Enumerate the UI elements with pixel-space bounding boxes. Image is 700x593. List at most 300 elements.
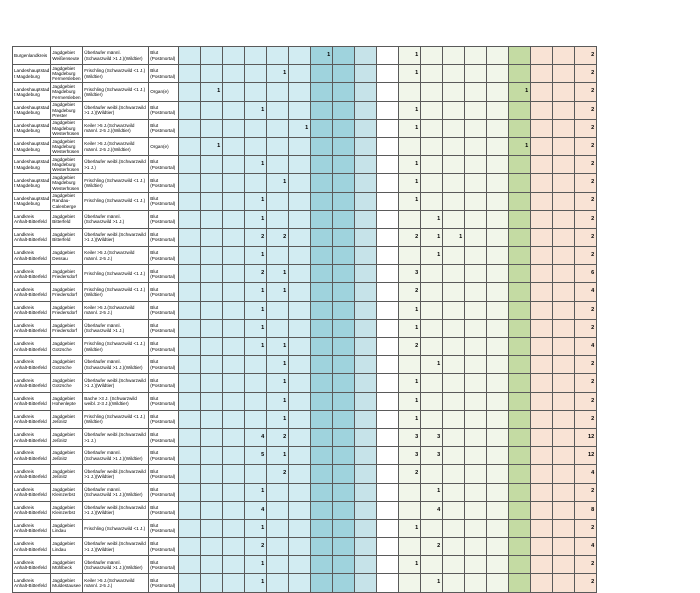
count-cell [333, 137, 355, 155]
count-cell [201, 101, 223, 119]
count-cell [465, 319, 487, 337]
count-cell [333, 119, 355, 137]
count-cell [377, 538, 399, 556]
count-cell: 3 [399, 428, 421, 446]
count-cell: 1 [443, 228, 465, 246]
count-cell [531, 119, 553, 137]
animal-category-cell: Frischling (Schwarzwild <1 J.)(Wildtier) [83, 283, 149, 301]
count-cell [531, 47, 553, 65]
count-cell [333, 47, 355, 65]
count-cell [201, 556, 223, 574]
count-cell [531, 156, 553, 174]
table-row [13, 156, 597, 174]
district-cell: Landkreis Anhalt-Bitterfeld [13, 283, 51, 301]
count-cell [487, 447, 509, 465]
count-cell [223, 65, 245, 83]
count-cell [443, 83, 465, 101]
total-cell: 2 [575, 483, 597, 501]
count-cell [377, 301, 399, 319]
sample-type-cell: Blut (Postmortal) [149, 301, 179, 319]
count-cell [311, 301, 333, 319]
count-cell [487, 101, 509, 119]
hunting-area-cell: Jagdgebiet Magdeburg Westerhüsen [51, 119, 83, 137]
table-row [13, 65, 597, 83]
sample-type-cell: Organ(e) [149, 137, 179, 155]
count-cell: 1 [267, 265, 289, 283]
count-cell [465, 174, 487, 192]
count-cell [399, 483, 421, 501]
count-cell [509, 265, 531, 283]
count-cell [179, 574, 201, 592]
count-cell [421, 83, 443, 101]
table-row [13, 465, 597, 483]
hunting-area-cell: Jagdgebiet Magdeburg Westerhüsen [51, 174, 83, 192]
count-cell [553, 519, 575, 537]
count-cell [333, 447, 355, 465]
count-cell [333, 210, 355, 228]
count-cell [443, 301, 465, 319]
table-row [13, 228, 597, 246]
count-cell [465, 83, 487, 101]
sample-type-cell: Blut (Postmortal) [149, 501, 179, 519]
sample-type-cell: Blut (Postmortal) [149, 156, 179, 174]
hunting-area-cell: Jagdgebiet Jeßnitz [51, 428, 83, 446]
table-row [13, 319, 597, 337]
count-cell [333, 319, 355, 337]
animal-category-cell: Überläufer männl.(Schwarzwild >1 J.) [83, 210, 149, 228]
count-cell [531, 137, 553, 155]
count-cell [421, 265, 443, 283]
count-cell [443, 428, 465, 446]
count-cell [311, 65, 333, 83]
hunting-area-cell: Jagdgebiet Magdeburg Westerhüsen [51, 137, 83, 155]
table-row [13, 410, 597, 428]
count-cell [223, 228, 245, 246]
hunting-area-cell: Jagdgebiet Dessau [51, 247, 83, 265]
count-cell [465, 519, 487, 537]
count-cell [333, 356, 355, 374]
count-cell [179, 228, 201, 246]
count-cell: 2 [267, 428, 289, 446]
count-cell [267, 119, 289, 137]
count-cell [531, 574, 553, 592]
sample-type-cell: Blut (Postmortal) [149, 465, 179, 483]
district-cell: Landkreis Anhalt-Bitterfeld [13, 301, 51, 319]
count-cell [245, 119, 267, 137]
count-cell [509, 301, 531, 319]
count-cell [465, 301, 487, 319]
total-cell: 2 [575, 392, 597, 410]
table-row [13, 283, 597, 301]
count-cell: 4 [245, 501, 267, 519]
table-row [13, 101, 597, 119]
count-cell [201, 538, 223, 556]
count-cell: 1 [245, 483, 267, 501]
count-cell [487, 210, 509, 228]
table-row [13, 137, 597, 155]
count-cell [223, 501, 245, 519]
count-cell [179, 392, 201, 410]
count-cell [465, 356, 487, 374]
count-cell [223, 392, 245, 410]
count-cell [311, 556, 333, 574]
count-cell [311, 265, 333, 283]
count-cell [223, 574, 245, 592]
count-cell [201, 465, 223, 483]
district-cell: Landkreis Anhalt-Bitterfeld [13, 428, 51, 446]
count-cell [465, 538, 487, 556]
table-row [13, 119, 597, 137]
count-cell [509, 410, 531, 428]
count-cell [223, 47, 245, 65]
count-cell [509, 156, 531, 174]
count-cell [509, 428, 531, 446]
total-cell: 12 [575, 428, 597, 446]
count-cell [267, 247, 289, 265]
count-cell [509, 101, 531, 119]
count-cell [333, 538, 355, 556]
count-cell [509, 483, 531, 501]
count-cell [289, 483, 311, 501]
count-cell [509, 538, 531, 556]
animal-category-cell: Frischling (Schwarzwild <1 J.)(Wildtier) [83, 338, 149, 356]
district-cell: Landkreis Anhalt-Bitterfeld [13, 338, 51, 356]
count-cell [421, 392, 443, 410]
count-cell [289, 174, 311, 192]
count-cell [355, 356, 377, 374]
count-cell [333, 247, 355, 265]
count-cell [487, 174, 509, 192]
count-cell [179, 447, 201, 465]
count-cell [201, 319, 223, 337]
animal-category-cell: Frischling (Schwarzwild <1 J.)(Wildtier) [83, 174, 149, 192]
count-cell: 2 [245, 538, 267, 556]
count-cell: 1 [289, 119, 311, 137]
count-cell [487, 392, 509, 410]
count-cell [311, 338, 333, 356]
total-cell: 6 [575, 265, 597, 283]
count-cell [465, 556, 487, 574]
count-cell [421, 301, 443, 319]
count-cell [421, 47, 443, 65]
district-cell: Landeshauptstad t Magdeburg [13, 83, 51, 101]
count-cell [289, 283, 311, 301]
count-cell [531, 192, 553, 210]
count-cell [531, 465, 553, 483]
count-cell [399, 574, 421, 592]
hunting-area-cell: Jagdgebiet Kleinzerbst [51, 501, 83, 519]
count-cell [443, 283, 465, 301]
table-row [13, 447, 597, 465]
count-cell [267, 538, 289, 556]
count-cell [531, 319, 553, 337]
count-cell [531, 519, 553, 537]
count-cell: 1 [421, 210, 443, 228]
count-cell [465, 101, 487, 119]
count-cell [201, 519, 223, 537]
table-row [13, 247, 597, 265]
count-cell [333, 174, 355, 192]
count-cell [531, 265, 553, 283]
animal-category-cell: Überläufer weibl.(Schwarzwild >1 J.)(Wildtier) [83, 501, 149, 519]
count-cell [553, 137, 575, 155]
count-cell [179, 338, 201, 356]
district-cell: Landkreis Anhalt-Bitterfeld [13, 483, 51, 501]
count-cell [377, 247, 399, 265]
count-cell [443, 137, 465, 155]
count-cell [399, 210, 421, 228]
total-cell: 2 [575, 301, 597, 319]
animal-category-cell: Keiler >5 J.(Schwarzwild männl. 2-5 J.)(Wildtier) [83, 119, 149, 137]
count-cell [509, 447, 531, 465]
count-cell [465, 447, 487, 465]
count-cell [443, 119, 465, 137]
count-cell [421, 137, 443, 155]
count-cell [179, 519, 201, 537]
table-row [13, 392, 597, 410]
total-cell: 12 [575, 447, 597, 465]
count-cell [531, 101, 553, 119]
district-cell: Landkreis Anhalt-Bitterfeld [13, 247, 51, 265]
count-cell [333, 556, 355, 574]
count-cell [553, 192, 575, 210]
count-cell [245, 47, 267, 65]
count-cell [487, 156, 509, 174]
animal-category-cell: Überläufer weibl.(Schwarzwild >1 J.)(Wildtier) [83, 101, 149, 119]
count-cell [377, 465, 399, 483]
count-cell [443, 192, 465, 210]
sample-type-cell: Blut (Postmortal) [149, 556, 179, 574]
count-cell [487, 374, 509, 392]
count-cell [553, 101, 575, 119]
count-cell [245, 83, 267, 101]
count-cell [487, 65, 509, 83]
count-cell: 1 [399, 119, 421, 137]
total-cell: 2 [575, 174, 597, 192]
count-cell: 2 [267, 228, 289, 246]
count-cell [465, 47, 487, 65]
count-cell [553, 356, 575, 374]
count-cell [355, 447, 377, 465]
count-cell [333, 519, 355, 537]
count-cell: 3 [421, 428, 443, 446]
count-cell [421, 319, 443, 337]
count-cell [531, 392, 553, 410]
count-cell [377, 356, 399, 374]
count-cell [377, 174, 399, 192]
count-cell [179, 119, 201, 137]
count-cell [487, 265, 509, 283]
count-cell [509, 247, 531, 265]
count-cell [333, 428, 355, 446]
sample-type-cell: Blut (Postmortal) [149, 210, 179, 228]
count-cell: 1 [245, 247, 267, 265]
district-cell: Landeshauptstad t Magdeburg [13, 137, 51, 155]
district-cell: Landkreis Anhalt-Bitterfeld [13, 392, 51, 410]
table-row [13, 538, 597, 556]
district-cell: Landkreis Anhalt-Bitterfeld [13, 210, 51, 228]
count-cell [531, 410, 553, 428]
animal-category-cell: Überläufer weibl.(Schwarzwild >1 J.)(Wildtier) [83, 374, 149, 392]
table-row [13, 556, 597, 574]
count-cell [465, 283, 487, 301]
count-cell [223, 538, 245, 556]
count-cell: 1 [201, 83, 223, 101]
count-cell [201, 192, 223, 210]
sample-type-cell: Blut (Postmortal) [149, 228, 179, 246]
count-cell [509, 574, 531, 592]
count-cell [531, 556, 553, 574]
count-cell [377, 83, 399, 101]
count-cell [179, 47, 201, 65]
count-cell [443, 47, 465, 65]
sample-type-cell: Blut (Postmortal) [149, 47, 179, 65]
count-cell: 2 [399, 283, 421, 301]
sample-type-cell: Blut (Postmortal) [149, 283, 179, 301]
count-cell [289, 356, 311, 374]
count-cell [509, 556, 531, 574]
count-cell [201, 410, 223, 428]
hunting-area-cell: Jagdgebiet Friedersdorf [51, 265, 83, 283]
count-cell [311, 119, 333, 137]
count-cell [487, 538, 509, 556]
count-cell [377, 119, 399, 137]
count-cell [267, 47, 289, 65]
count-cell [421, 338, 443, 356]
count-cell [333, 483, 355, 501]
count-cell [201, 392, 223, 410]
count-cell [421, 156, 443, 174]
count-cell [509, 65, 531, 83]
total-cell: 2 [575, 192, 597, 210]
total-cell: 2 [575, 119, 597, 137]
hunting-area-cell: Jagdgebiet Lindau [51, 538, 83, 556]
count-cell [201, 374, 223, 392]
hunting-area-cell: Jagdgebiet Magdeburg Fermersleben [51, 65, 83, 83]
count-cell: 1 [399, 301, 421, 319]
count-cell [531, 301, 553, 319]
hunting-area-cell: Jagdgebiet Bitterfeld [51, 210, 83, 228]
count-cell [289, 247, 311, 265]
count-cell [267, 156, 289, 174]
count-cell [289, 465, 311, 483]
count-cell [223, 556, 245, 574]
count-cell [289, 410, 311, 428]
count-cell: 1 [267, 392, 289, 410]
count-cell [377, 265, 399, 283]
count-cell [355, 338, 377, 356]
count-cell: 1 [245, 338, 267, 356]
district-cell: Landeshauptstad t Magdeburg [13, 156, 51, 174]
animal-category-cell: Überläufer männl.(Schwarzwild >1 J.)(Wildtier) [83, 356, 149, 374]
count-cell [355, 410, 377, 428]
count-cell [377, 192, 399, 210]
count-cell [509, 519, 531, 537]
district-cell: Landeshauptstad t Magdeburg [13, 192, 51, 210]
animal-category-cell: Überläufer weibl.(Schwarzwild >1 J.) [83, 428, 149, 446]
count-cell [245, 374, 267, 392]
count-cell [443, 465, 465, 483]
total-cell: 2 [575, 556, 597, 574]
count-cell [377, 519, 399, 537]
count-cell [311, 538, 333, 556]
count-cell: 1 [421, 247, 443, 265]
count-cell [333, 410, 355, 428]
count-cell [179, 101, 201, 119]
count-cell: 1 [245, 210, 267, 228]
count-cell [201, 265, 223, 283]
count-cell [333, 574, 355, 592]
sample-type-cell: Blut (Postmortal) [149, 174, 179, 192]
count-cell [201, 338, 223, 356]
sample-type-cell: Blut (Postmortal) [149, 338, 179, 356]
count-cell [223, 519, 245, 537]
count-cell [377, 319, 399, 337]
count-cell [311, 210, 333, 228]
count-cell [377, 137, 399, 155]
count-cell [531, 83, 553, 101]
count-cell: 1 [267, 283, 289, 301]
count-cell [443, 156, 465, 174]
count-cell: 1 [267, 338, 289, 356]
count-cell [355, 174, 377, 192]
count-cell [553, 410, 575, 428]
total-cell: 8 [575, 501, 597, 519]
count-cell [333, 83, 355, 101]
count-cell [465, 228, 487, 246]
count-cell [377, 447, 399, 465]
count-cell [355, 392, 377, 410]
count-cell [311, 247, 333, 265]
count-cell [245, 465, 267, 483]
count-cell [311, 392, 333, 410]
count-cell [377, 483, 399, 501]
total-cell: 2 [575, 319, 597, 337]
count-cell [311, 501, 333, 519]
hunting-area-cell: Jagdgebiet Hohenlepte [51, 392, 83, 410]
table-row [13, 519, 597, 537]
count-cell [245, 410, 267, 428]
count-cell [553, 119, 575, 137]
count-cell [509, 228, 531, 246]
count-cell [245, 356, 267, 374]
count-cell: 1 [245, 319, 267, 337]
count-cell [443, 410, 465, 428]
count-cell [355, 265, 377, 283]
count-cell [377, 210, 399, 228]
count-cell [311, 283, 333, 301]
count-cell [245, 137, 267, 155]
count-cell [245, 392, 267, 410]
count-cell [223, 101, 245, 119]
count-cell [465, 410, 487, 428]
count-cell [377, 410, 399, 428]
district-cell: Landkreis Anhalt-Bitterfeld [13, 538, 51, 556]
district-cell: Landkreis Anhalt-Bitterfeld [13, 501, 51, 519]
count-cell [421, 192, 443, 210]
spreadsheet [12, 46, 597, 593]
count-cell: 1 [399, 192, 421, 210]
count-cell [267, 519, 289, 537]
district-cell: Landkreis Anhalt-Bitterfeld [13, 519, 51, 537]
count-cell [223, 483, 245, 501]
count-cell: 1 [267, 447, 289, 465]
count-cell [377, 101, 399, 119]
count-cell [377, 228, 399, 246]
count-cell [223, 301, 245, 319]
hunting-area-cell: Jagdgebiet Mühlbeck [51, 556, 83, 574]
count-cell [179, 83, 201, 101]
